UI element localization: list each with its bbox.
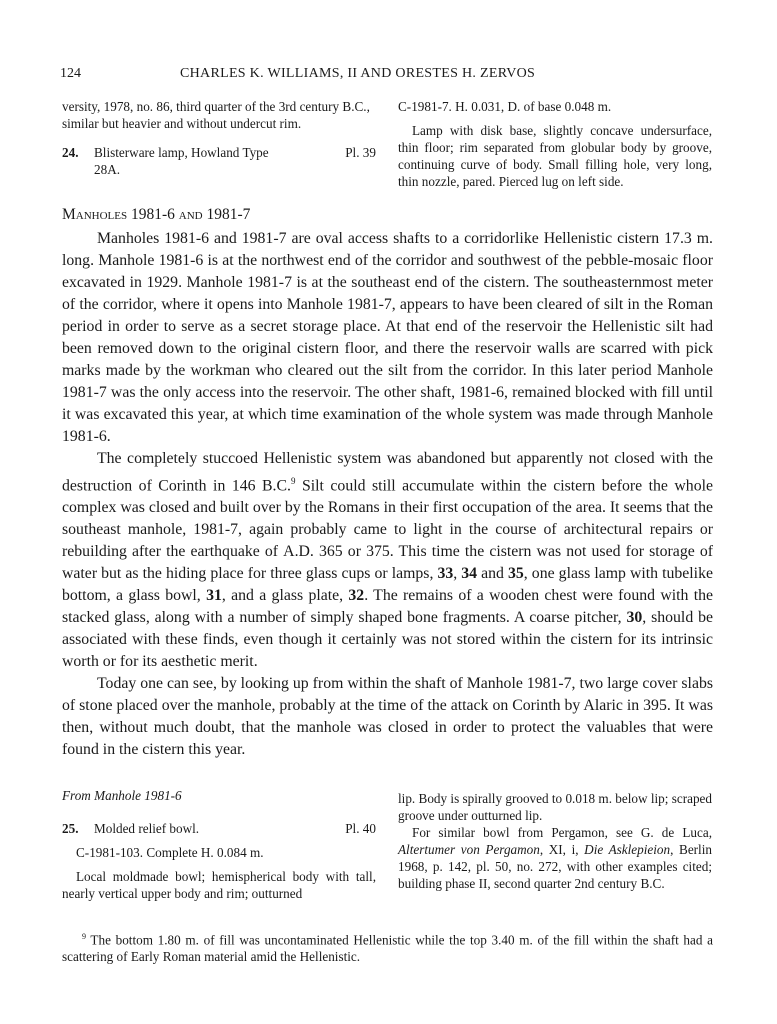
comparanda-text: For similar bowl from Pergamon, see G. de Luca, Altertumer von Pergamon, XI, i, Die Asklepieion, Berlin 1968, p. 142, pl. 50, no. 272, with other examples cited; building phase II, second quarter 2nd century B.C. (398, 825, 712, 891)
catalogue-ref-33: 33 (437, 565, 454, 583)
page-number: 124 (60, 66, 81, 81)
body-paragraph-1: Manholes 1981-6 and 1981-7 are oval access shafts to a corridorlike Hellenistic cistern 17.3 m. long. Manhole 1981-6 is at the northwest end of the corridor and southwest of the pebble-mosaic floor excavated in 1929. Manhole 1981-7 is at the southeast end of the cistern. The southeasternmost meter of the corridor, where it opens into Manhole 1981-7, appears to have been cleared of silt in the Roman period in order to serve as a secret storage place. At that end of the reservoir the Hellenistic silt had been removed down to the original cistern floor, and there the reservoir walls are scarred with pick marks made by the workman who cleared out the silt from the corridor. In this later period Manhole 1981-7 was the only access into the reservoir. The other shaft, 1981-6, remained blocked with fill until it was excavated this year, at which time examination of the whole system was made through Manhole 1981-6. (62, 230, 713, 445)
continuation-text: versity, 1978, no. 86, third quarter of the 3rd century B.C., similar but heavier and without undercut rim. (62, 99, 370, 131)
bottom-left-column (62, 820, 376, 902)
entry-number: 24. (62, 145, 79, 160)
footnote-marker: 9 (82, 932, 86, 941)
subsection-heading: From Manhole 1981-6 (62, 788, 182, 803)
top-right-column (398, 98, 712, 190)
catalogue-ref-30: 30 (626, 609, 643, 627)
entry-title-continued: 28A. (94, 162, 121, 177)
plate-reference: Pl. 40 (345, 821, 376, 836)
body-paragraph-2: The completely stuccoed Hellenistic system was abandoned but apparently not closed with the destruction of Corinth in 146 B.C.$^9$ Silt could still accumulate within the cistern before the whole complex was closed and built over by the Romans in their first occupation of the area. It seems that the southeast manhole, 1981-7, again probably came to light in the course of architectural repairs or rebuilding after the earthquake of A.D. 365 or 375. This time the cistern was not used for storage of water but as the hiding place for three glass cups or lamps, 33, 34 and 35, one glass lamp with tubelike bottom, a glass bowl, 31, and a glass plate, 32. The remains of a wooden chest were found with the stacked glass, along with a number of simply shaped bone fragments. A coarse pitcher, 30, should be associated with these finds, even though it certainly was not stored within the cistern for its intrinsic worth or for its aesthetic merit. (62, 450, 714, 671)
entry-title: Blisterware lamp, Howland Type (94, 145, 269, 160)
continuation-text: lip. Body is spirally grooved to 0.018 m. below lip; scraped groove under outturned lip. (398, 791, 712, 823)
body-paragraph-3: Today one can see, by looking up from within the shaft of Manhole 1981-7, two large cover slabs of stone placed over the manhole, probably at the time of the attack on Corinth by Alaric in 395. It was then, without much doubt, that the manhole was closed in order to protect the valuables that were found in the cistern this year. (62, 675, 713, 759)
plate-reference: Pl. 39 (345, 145, 376, 160)
footnote (62, 928, 713, 965)
entry-number: 25. (62, 821, 79, 836)
description-text: Lamp with disk base, slightly concave undersurface, thin floor; rim separated from globular body by groove, continuing curve of body. Small filling hole, very long, thin nozzle, pared. Pierced lug on left side. (398, 123, 712, 189)
inventory-line: C-1981-103. Complete H. 0.084 m. (76, 845, 264, 860)
top-left-column (62, 98, 376, 178)
section-heading: Manholes 1981-6 and 1981-7 (62, 206, 251, 223)
footnote-reference: 9 (291, 476, 296, 486)
running-title: CHARLES K. WILLIAMS, II AND ORESTES H. ZERVOS (180, 66, 536, 81)
entry-title: Molded relief bowl. (94, 821, 200, 836)
catalogue-entry-25 (62, 820, 376, 837)
catalogue-ref-35: 35 (508, 565, 524, 583)
inventory-line: C-1981-7. H. 0.031, D. of base 0.048 m. (398, 99, 612, 114)
main-body (62, 228, 713, 761)
catalogue-ref-34: 34 (461, 565, 478, 583)
catalogue-ref-32: 32 (348, 587, 365, 605)
bottom-right-column (398, 790, 712, 892)
description-text: Local moldmade bowl; hemispherical body with tall, nearly vertical upper body and rim; outturned (62, 869, 376, 901)
catalogue-ref-31: 31 (206, 587, 222, 605)
footnote-text: The bottom 1.80 m. of fill was uncontaminated Hellenistic while the top 3.40 m. of the fill within the shaft had a scattering of Early Roman material amid the Hellenistic. (62, 932, 713, 965)
catalogue-entry-24 (62, 144, 376, 161)
